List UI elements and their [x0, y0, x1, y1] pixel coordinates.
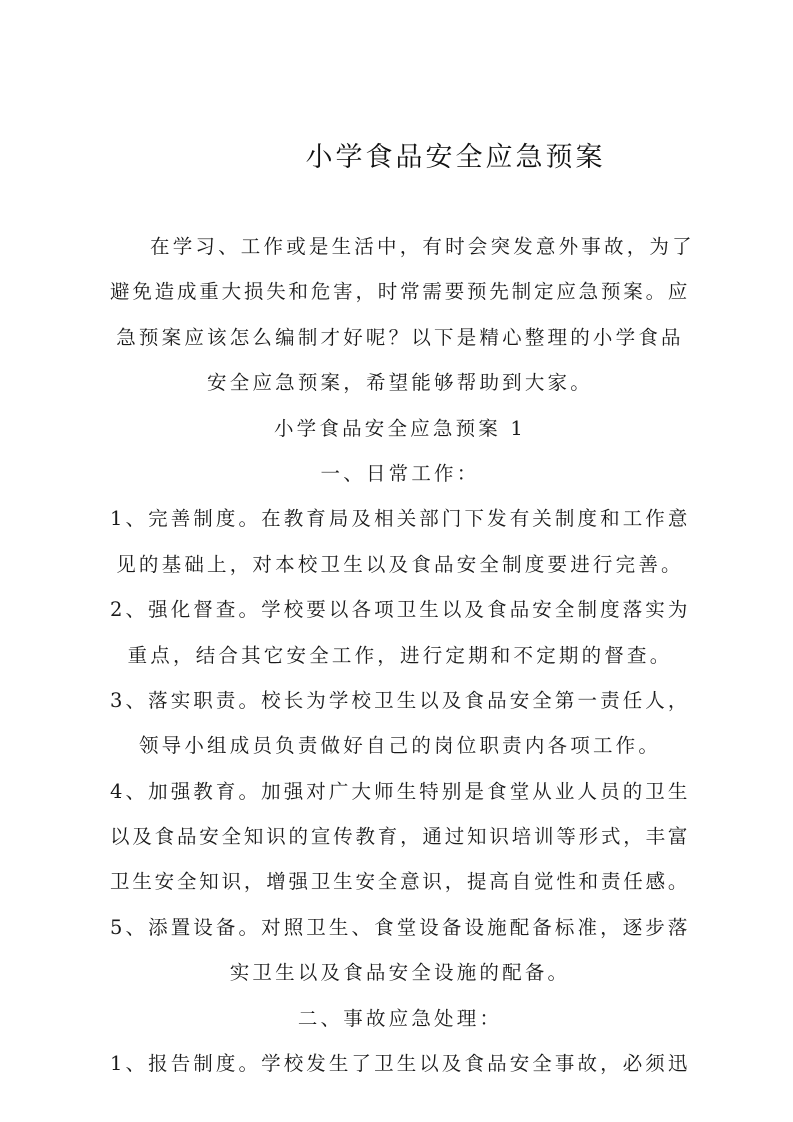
paragraph-line: 5、添置设备。对照卫生、食堂设备设施配备标准，逐步落 — [110, 915, 690, 939]
paragraph-line: 以及食品安全知识的宣传教育，通过知识培训等形式，丰富 — [110, 825, 690, 849]
paragraph-line: 卫生安全知识，增强卫生安全意识，提高自觉性和责任感。 — [110, 870, 690, 894]
intro-line: 避免造成重大损失和危害，时常需要预先制定应急预案。应 — [110, 280, 690, 304]
intro-line: 在学习、工作或是生活中，有时会突发意外事故，为了 — [150, 235, 695, 258]
intro-line: 安全应急预案，希望能够帮助到大家。 — [207, 371, 593, 395]
part2-heading: 二、事故应急处理： — [297, 1006, 503, 1030]
paragraph-line: 2、强化督查。学校要以各项卫生以及食品安全制度落实为 — [110, 598, 690, 622]
paragraph-line: 1、报告制度。学校发生了卫生以及食品安全事故，必须迅 — [110, 1052, 690, 1076]
paragraph-line: 实卫生以及食品安全设施的配备。 — [229, 961, 571, 985]
paragraph-line: 见的基础上，对本校卫生以及食品安全制度要进行完善。 — [116, 552, 684, 576]
paragraph-line: 4、加强教育。加强对广大师生特别是食堂从业人员的卫生 — [110, 779, 690, 803]
part1-heading: 一、日常工作： — [320, 461, 480, 485]
document-body — [110, 224, 695, 1086]
paragraph-line: 1、完善制度。在教育局及相关部门下发有关制度和工作意 — [110, 507, 690, 531]
paragraph-line: 3、落实职责。校长为学校卫生以及食品安全第一责任人， — [110, 688, 690, 712]
intro-line: 急预案应该怎么编制才好呢？以下是精心整理的小学食品 — [116, 325, 684, 349]
paragraph-line: 重点，结合其它安全工作，进行定期和不定期的督查。 — [127, 643, 673, 667]
document-title: 小学食品安全应急预案 — [305, 142, 606, 173]
paragraph-line: 领导小组成员负责做好自己的岗位职责内各项工作。 — [138, 734, 662, 758]
section-title: 小学食品安全应急预案 1 — [273, 416, 526, 440]
